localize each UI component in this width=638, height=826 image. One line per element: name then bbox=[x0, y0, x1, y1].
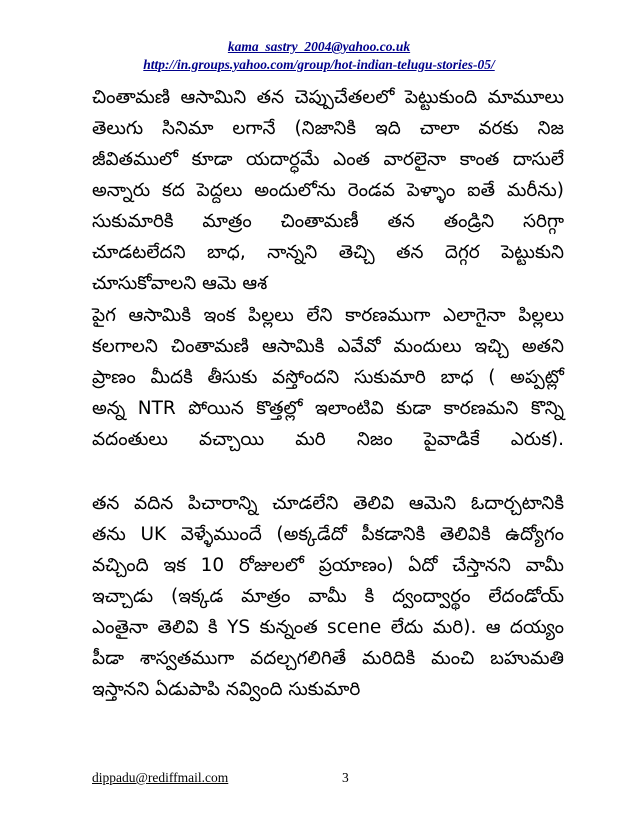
page-number: 3 bbox=[342, 770, 349, 785]
text-line: చూసుకోవాలని ఆమె ఆశ bbox=[92, 273, 268, 294]
text-line: ఇస్తానని ఏడుపాపి నవ్వింది సుకుమారి bbox=[92, 679, 361, 700]
text-line: ఇచ్చాడు (ఇక్కడ మాత్రం వామీ కి ద్వంద్వార్థం లేదండోయ్ bbox=[92, 586, 564, 607]
text-line: అన్న NTR పోయిన కొత్తల్లో ఇలాంటివి కుడా కారణమని కొన్ని bbox=[92, 398, 564, 419]
footer-email[interactable]: dippadu@rediffmail.com bbox=[92, 770, 229, 785]
text-line: ఎంతైనా తెలివి కి YS కున్నంత scene లేదు మరి). ఆ దయ్యం bbox=[92, 617, 564, 638]
page-footer bbox=[92, 770, 564, 786]
text-line: కలగాలని చింతామణి ఆసామికి ఎవేవో మందులు ఇచ్చి అతని bbox=[92, 336, 564, 357]
text-line: తన వదిన పిచారాన్ని చూడలేని తెలివి ఆమెని ఓదార్చటానికి bbox=[92, 493, 564, 514]
text-line: తెలుగు సినిమా లగానే (నిజానికి ఇది చాలా వరకు నిజ bbox=[92, 118, 564, 139]
text-line: పైగ ఆసామికి ఇంక పిల్లలు లేని కారణముగా ఎలాగైనా పిల్లలు bbox=[92, 305, 564, 326]
text-line: చూడటలేదని బాధ, నాన్నని తెచ్చి తన దెగ్గర పెట్టుకుని bbox=[92, 242, 564, 263]
text-line: చింతామణి ఆసామిని తన చెప్పుచేతలలో పెట్టుకుంది మామూలు bbox=[92, 87, 564, 108]
header-email-link[interactable]: kama_sastry_2004@yahoo.co.uk bbox=[227, 39, 411, 54]
text-line: వచ్చింది ఇక 10 రోజులలో ప్రయాణం) ఏదో చేస్తానని వామీ bbox=[92, 555, 564, 576]
text-line: వదంతులు వచ్చాయి మరి నిజం పైవాడికే ఎరుక). bbox=[92, 429, 564, 450]
paragraph-1 bbox=[92, 82, 564, 299]
header-group-url-link[interactable]: http://in.groups.yahoo.com/group/hot-indian-telugu-stories-05/ bbox=[143, 57, 495, 72]
text-line: జీవితములో కూడా యదార్ధమే ఎంత వారలైనా కాంత దాసులే bbox=[92, 149, 564, 170]
text-line: అన్నారు కద పెద్దలు అందులోను రెండవ పెళ్ళాం ఐతే మరీను) bbox=[92, 180, 564, 201]
text-line: సుకుమారికి మాత్రం చింతామణీ తన తండ్రిని సరిగ్గా bbox=[92, 211, 564, 232]
paragraph-2 bbox=[92, 300, 564, 455]
text-line: ప్రాణం మీదకి తీసుకు వస్తోందని సుకుమారి బాధ ( అప్పట్లో bbox=[92, 367, 564, 388]
text-line: పీడా శాస్వతముగా వదల్చగలిగితే మరిదికి మంచి బహుమతి bbox=[92, 648, 564, 669]
page-header bbox=[0, 38, 638, 74]
text-line: తను UK వెళ్ళేముందే (అక్కడేదో పీకడానికి తెలివికి ఉద్యోగం bbox=[92, 524, 564, 545]
paragraph-3 bbox=[92, 488, 564, 705]
